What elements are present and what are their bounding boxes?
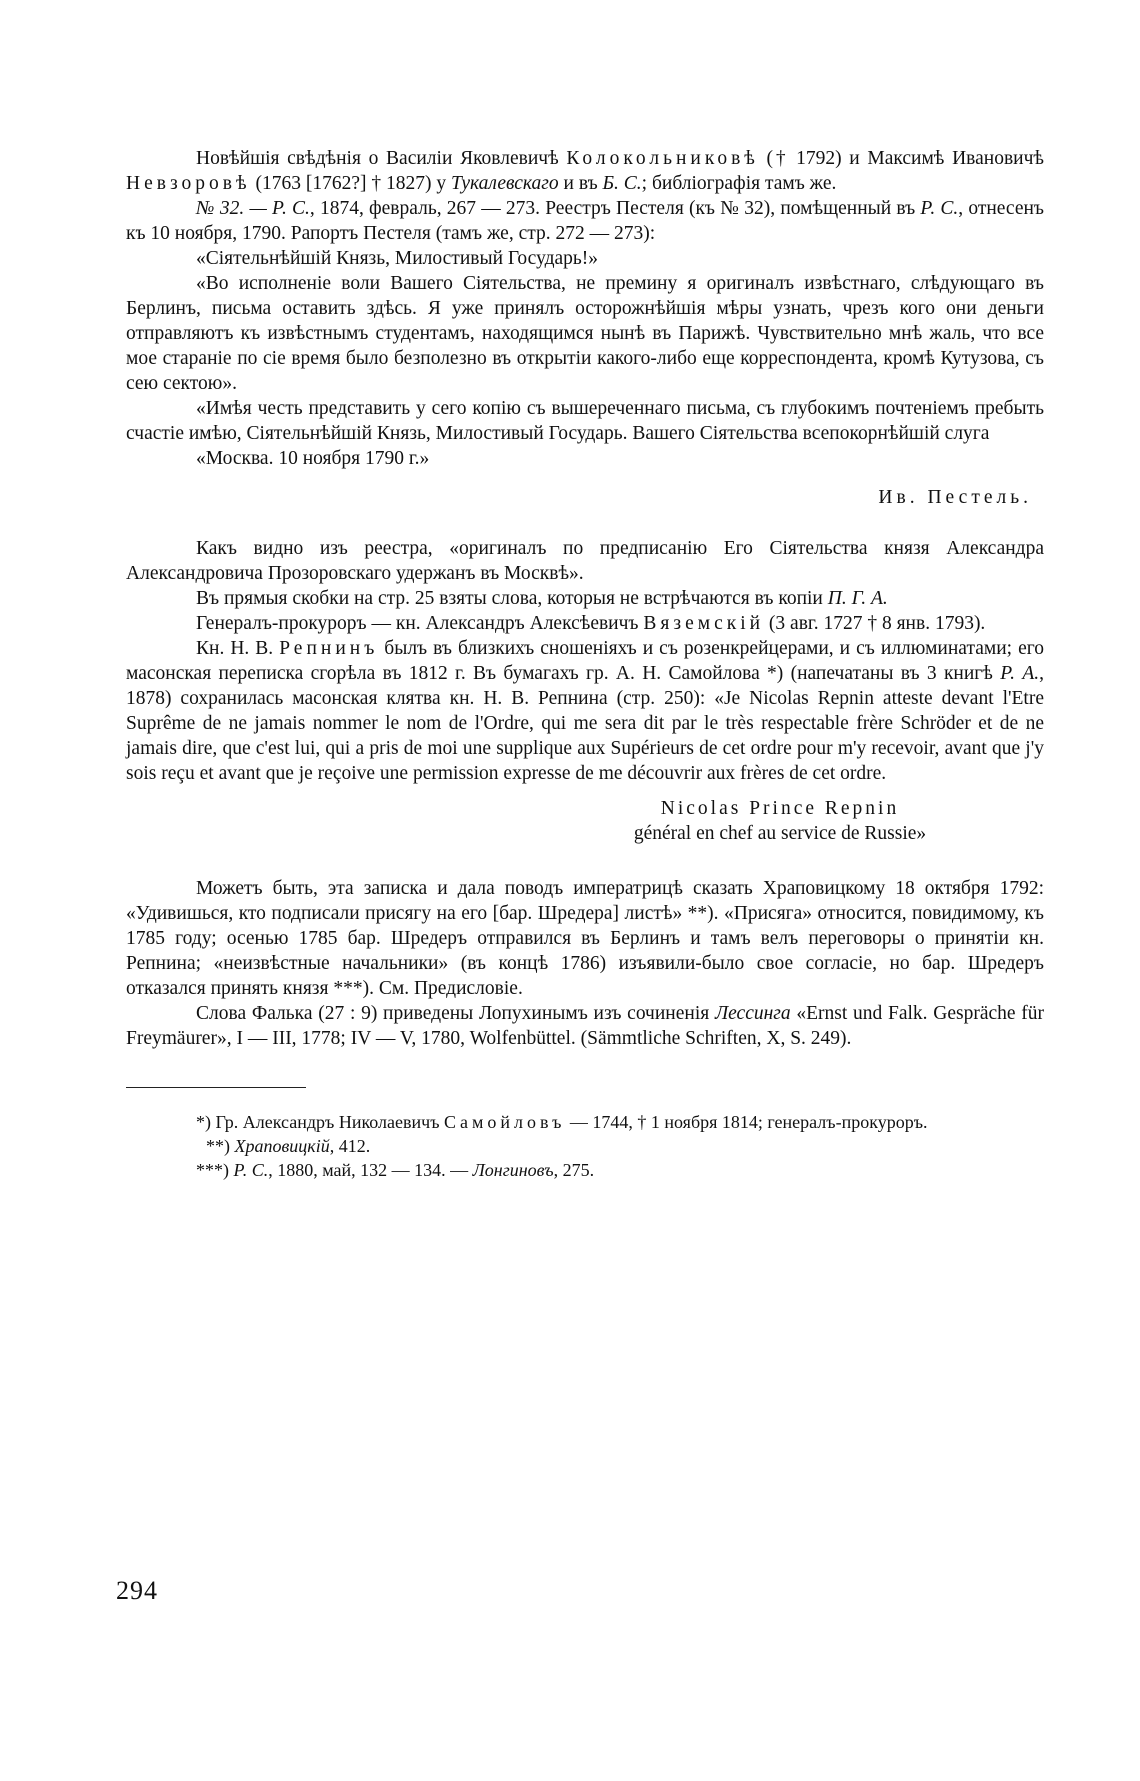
source-ref: Р. С. [920,198,959,219]
source-ref: Р. С. [233,1160,269,1180]
footnote-mark: ***) [196,1160,234,1180]
paragraph-khrapovitsky: Можетъ быть, эта записка и дала поводъ императрицѣ сказать Храповицкому 18 октября 1792: «Удивишься, кто подписали присягу на его [бар. Шредера] листѣ» **). «Присяга» относится, повидимому, къ 1785 году; осенью 1785 бар. Шредеръ отправился въ Берлинъ и тамъ велъ переговоры о принятіи кн. Репнина; «неизвѣстные начальники» (въ концѣ 1786) изъявили-было свое согласіе, но бар. Шредеръ отказался принять князя ***). См. Предисловіе. [126,878,1044,999]
letter-place-date: «Москва. 10 ноября 1790 г.» [196,448,430,469]
source-ref: Тукалевскаго [450,173,559,194]
text: , отнесенъ къ 10 ноября, 1790. Рапортъ Пестеля (тамъ же, стр. 272 — 273): [126,198,1045,244]
page-body [126,146,1044,1182]
source-ref: Р. А. [1000,663,1040,684]
source-ref: Храповицкій [234,1136,330,1156]
author-ref: Лессинга [714,1003,791,1024]
footnote-2 [126,1134,1044,1158]
paragraph-vyazemsky [126,611,1044,636]
footnotes [126,1110,1044,1182]
name-repnin: Репнинъ [279,638,379,659]
repnin-signature-name: Nicolas Prince Repnin [660,798,900,819]
text: , 1878) сохранилась масонская клятва кн. Н. В. Репнина (стр. 250): «Je Nicolas Repnin atteste devant l'Etre Suprême de ne jamais nommer le nom de l'Ordre, qui me sera dit par le très respectable frère Schröder et de ne jamais dire, que c'est lui, qui a pris de moi une supplique aux Supérieurs de cet ordre pour m'y recevoir, avant que j'y sois reçu et avant que je reçoive une permission expresse de me découvrir aux frères de cet ordre. [126,663,1044,784]
text: «Ernst und Falk. Gespräche für Freymäurer», I — III, 1778; IV — V, 1780, Wolfenbüttel. (Sämmtliche Schriften, X, S. 249). [126,1003,1044,1049]
name-vyazemsky: Вяземскій [643,613,765,634]
name-samoilov: Самойловъ [444,1112,566,1132]
paragraph-repnin [126,636,1044,786]
source-ref: П. Г. А. [827,588,888,609]
text: ; библіографія тамъ же. [641,173,837,194]
text: , 1880, май, 132 — 134. — [268,1160,473,1180]
footnote-3 [126,1158,1044,1182]
letter-salutation: «Сіятельнѣйшій Князь, Милостивый Государь!» [196,248,599,269]
text: — 1744, † 1 ноября 1814; генералъ-прокуроръ. [565,1112,928,1132]
text: Въ прямыя скобки на стр. 25 взяты слова, которыя не встрѣчаются въ копіи [196,588,828,609]
text: и въ [558,173,603,194]
text: , 1874, февраль, 267 — 273. Реестръ Пестеля (къ № 32), помѣщенный въ [309,198,921,219]
footnote-1 [126,1110,1044,1134]
letter-signature: Ив. Пестель. [878,487,1032,508]
footnote-divider [126,1087,306,1088]
footnote-mark: **) [206,1136,235,1156]
text: Слова Фалька (27 : 9) приведены Лопухинымъ изъ сочиненія [196,1003,715,1024]
paragraph-falk [126,1001,1044,1051]
text: Новѣйшія свѣдѣнія о Василіи Яковлевичѣ [196,148,567,169]
letter-paragraph: «Имѣя честь представить у сего копію съ вышереченнаго письма, съ глубокимъ почтеніемъ пребыть счастіе имѣю, Сіятельнѣйшій Князь, Милостивый Государь. Вашего Сіятельства всепокорнѣйшій слуга [126,398,1044,444]
page-number: 294 [116,1576,158,1605]
paragraph-register [126,196,1044,246]
repnin-signature [550,796,1010,846]
text: (3 авг. 1727 † 8 янв. 1793). [764,613,986,634]
text: былъ въ близкихъ сношеніяхъ и съ розенкрейцерами, и съ иллюминатами; его масонская переписка сгорѣла въ 1812 г. Въ бумагахъ гр. А. Н. Самойлова *) (напечатаны въ 3 книгѣ [126,638,1044,684]
text: *) Гр. Александръ Николаевичъ [196,1112,445,1132]
source-ref: Р. С. [271,198,310,219]
text: , 412. [329,1136,371,1156]
text: († 1792) и Максимѣ Ивановичѣ [758,148,1044,169]
source-ref: Б. С. [602,173,642,194]
text: Кн. Н. В. [196,638,280,659]
text: , 275. [553,1160,595,1180]
paragraph-register-note: Какъ видно изъ реестра, «оригиналъ по предписанію Его Сіятельства князя Александра Александровича Прозоровскаго удержанъ въ Москвѣ». [126,538,1044,584]
paragraph-brackets [126,586,1044,611]
letter-paragraph: «Во исполненіе воли Вашего Сіятельства, не премину я оригиналъ извѣстнаго, слѣдующаго въ Берлинъ, письма оставить здѣсь. Я уже принялъ осторожнѣйшія мѣры узнать, чрезъ кого они деньги отправляютъ къ извѣстнымъ студентамъ, находящимся нынѣ въ Парижѣ. Чувствительно мнѣ жаль, что все мое стараніе по сіе время было безполезно въ открытіи какого-либо еще корреспондента, кромѣ Кутузова, съ сею сектою». [126,273,1044,394]
name-kolokolnikov: Колокольниковѣ [566,148,759,169]
text: (1763 [1762?] † 1827) у [250,173,451,194]
paragraph-sources [126,146,1044,196]
repnin-signature-title: général en chef au service de Russie» [633,823,927,844]
text: Генералъ-прокуроръ — кн. Александръ Алексѣевичъ [196,613,644,634]
source-ref: Лонгиновъ [472,1160,554,1180]
name-nevzorov: Невзоровѣ [126,173,251,194]
item-number: № 32. — [196,198,272,219]
